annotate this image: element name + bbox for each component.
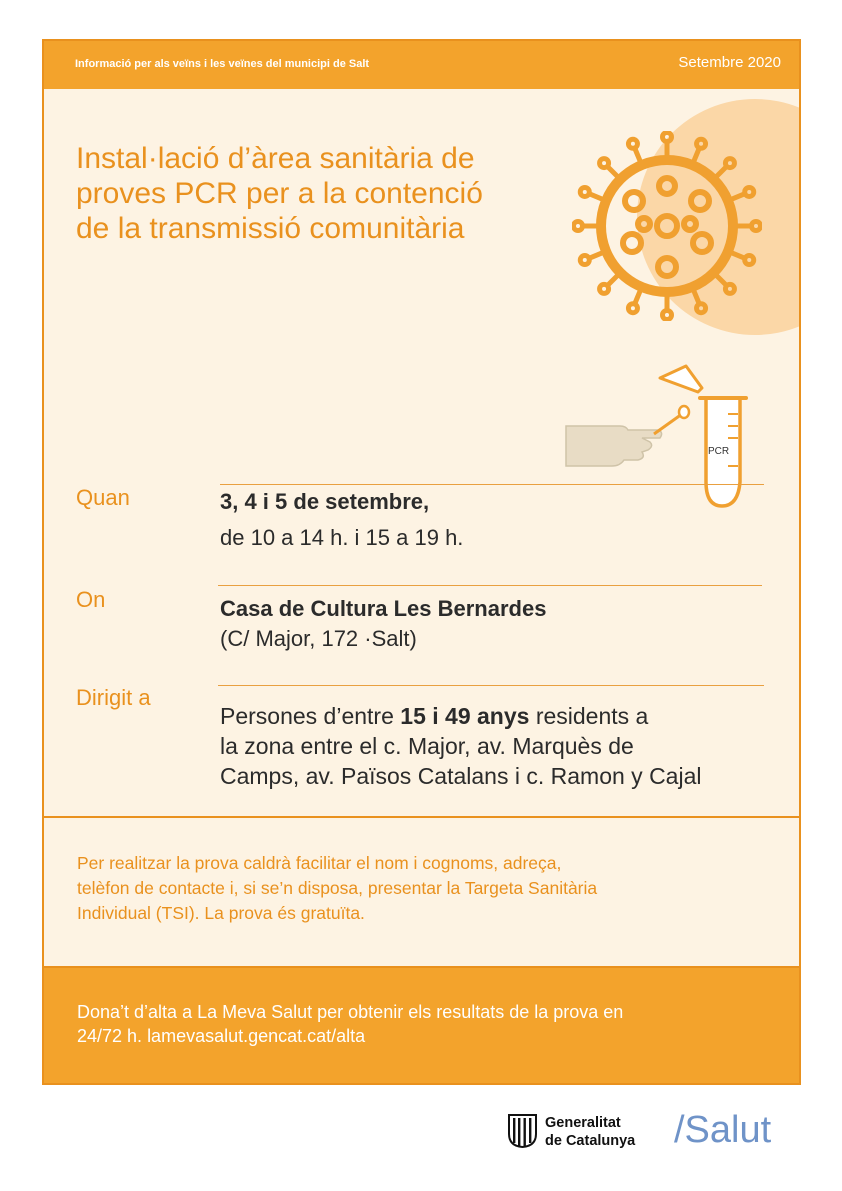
page-title [76,141,556,246]
flyer-card [42,39,801,1085]
divider-when [220,484,764,485]
wordmark-line-2: de Catalunya [545,1133,636,1149]
when-label: Quan [76,485,130,510]
generalitat-wordmark [545,1114,635,1150]
where-address: (C/ Major, 172 ·Salt) [220,626,417,651]
note-line-3: Individual (TSI). La prova és gratuïta. [77,903,365,923]
pcr-test-illustration [562,326,762,521]
header-bar [44,41,799,89]
header-info: Informació per als veïns i les veïnes del municipi de Salt [75,58,370,70]
requirements-section [44,816,799,966]
cta-line-1: Dona’t d’alta a La Meva Salut per obtenir els resultats de la prova en [77,1002,624,1022]
cta-line-2: 24/72 h. [77,1026,148,1046]
target-label: Dirigit a [76,685,151,710]
title-line-2: proves PCR per a la contenció [76,177,483,210]
target-post: residents a [529,703,649,729]
target-value [220,701,701,791]
results-cta-bar [44,966,799,1085]
pcr-tube-label: PCR [708,446,730,457]
requirements-note [77,851,777,926]
when-value [220,487,463,553]
salut-wordmark: /Salut [674,1109,772,1151]
title-line-1: Instal·lació d’àrea sanitària de [76,142,475,175]
target-line-3: Camps, av. Països Catalans i c. Ramon y Cajal [220,763,702,789]
target-age-range: 15 i 49 anys [400,703,530,729]
header-date: Setembre 2020 [678,54,781,71]
generalitat-emblem-icon [508,1114,537,1148]
where-label: On [76,587,106,612]
note-line-1: Per realitzar la prova caldrà facilitar el nom i cognoms, adreça, [77,853,562,873]
divider-where [218,585,762,586]
target-line-2: la zona entre el c. Major, av. Marquès de [220,733,634,759]
cta-text [77,1000,777,1048]
hand-icon [566,426,662,466]
wordmark-line-1: Generalitat [545,1115,621,1131]
where-place: Casa de Cultura Les Bernardes [220,596,547,621]
where-value [220,594,546,654]
when-hours: de 10 a 14 h. i 15 a 19 h. [220,525,464,550]
when-dates: 3, 4 i 5 de setembre, [220,489,430,514]
title-line-3: de la transmissió comunitària [76,212,465,245]
note-line-2: telèfon de contacte i, si se’n disposa, presentar la Targeta Sanitària [77,878,598,898]
virus-icon [572,131,762,321]
divider-target [218,685,764,686]
cta-link[interactable]: lamevasalut.gencat.cat/alta [147,1026,366,1046]
target-pre: Persones d’entre [220,703,401,729]
